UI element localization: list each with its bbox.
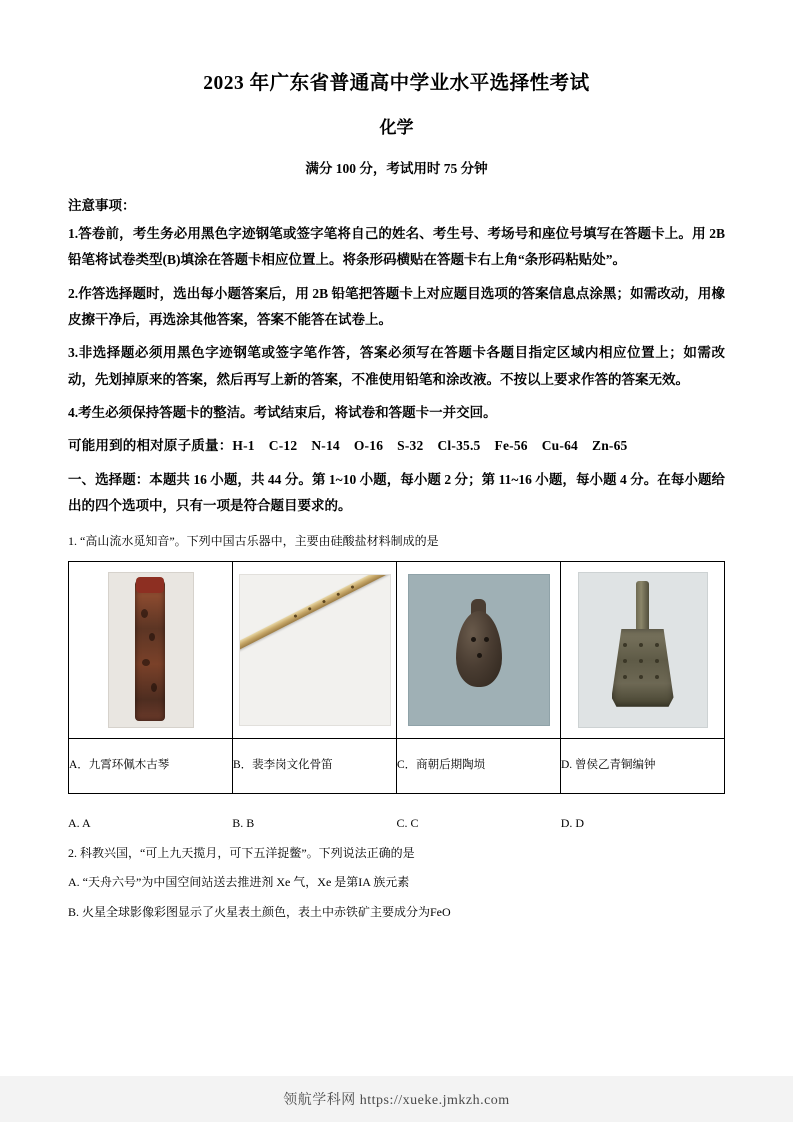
pottery-xun-photo — [397, 562, 560, 738]
mass-n: N-14 — [311, 438, 340, 454]
question-2-option-a: A. “天舟六号”为中国空间站送去推进剂 Xe 气，Xe 是第IA 族元素 — [68, 875, 410, 890]
relative-mass-label: 可能用到的相对原子质量： — [68, 438, 233, 454]
option-a-image-cell — [69, 561, 233, 738]
question-2-stem: 2. 科教兴国，“可上九天揽月，可下五洋捉鳖”。下列说法正确的是 — [68, 845, 415, 860]
answer-option-a: A. A — [68, 815, 91, 830]
option-c-label-cell: C．商朝后期陶埙 — [397, 738, 561, 793]
question-1-answer-options — [68, 816, 725, 831]
mass-fe: Fe-56 — [494, 438, 528, 454]
option-b-label-cell: B．裴李岗文化骨笛 — [233, 738, 397, 793]
relative-atomic-mass-line — [68, 433, 725, 459]
answer-option-d: D. D — [560, 815, 585, 830]
option-c-image-cell — [397, 561, 561, 738]
mass-cu: Cu-64 — [541, 438, 578, 454]
mass-c: C-12 — [268, 438, 298, 454]
page-title: 2023 年广东省普通高中学业水平选择性考试 — [203, 73, 590, 94]
notice-item-3: 3.非选择题必须用黑色字迹钢笔或签字笔作答，答案必须写在答题卡各题目指定区域内相应位置上；如需改动，先划掉原来的答案，然后再写上新的答案，不准使用铅笔和涂改液。不按以上要求作答的答案无效。 — [68, 345, 725, 387]
mass-h: H-1 — [232, 438, 255, 454]
question-1-stem: 1. “高山流水觅知音”。下列中国古乐器中，主要由硅酸盐材料制成的是 — [68, 534, 439, 549]
mass-s: S-32 — [397, 438, 424, 454]
bone-flute-photo — [233, 562, 396, 738]
notice-item-1: 1.答卷前，考生务必用黑色字迹钢笔或签字笔将自己的姓名、考生号、考场号和座位号填写在答题卡上。用 2B 铅笔将试卷类型(B)填涂在答题卡相应位置上。将条形码横贴在答题卡右上角“条形码粘贴处”。 — [68, 226, 725, 268]
score-duration-line: 满分 100 分，考试用时 75 分钟 — [305, 161, 488, 176]
notice-item-4: 4.考生必须保持答题卡的整洁。考试结束后，将试卷和答题卡一并交回。 — [68, 404, 497, 420]
footer-watermark — [0, 1076, 793, 1122]
table-row-labels — [69, 738, 725, 793]
option-b-image-cell — [233, 561, 397, 738]
answer-option-c: C. C — [396, 815, 419, 830]
answer-option-b: B. B — [232, 815, 255, 830]
section-one-instructions: 一、选择题：本题共 16 小题，共 44 分。第 1~10 小题，每小题 2 分；第 11~16 小题，每小题 4 分。在每小题给出的四个选项中，只有一项是符合题目要求的。 — [68, 471, 725, 513]
subject-title: 化学 — [379, 118, 414, 137]
watermark-text: 领航学科网 https://xueke.jmkzh.com — [283, 1093, 510, 1108]
question-2-option-b: B. 火星全球影像彩图显示了火星表土颜色，表土中赤铁矿主要成分为FeO — [68, 904, 451, 919]
option-d-image-cell — [561, 561, 725, 738]
mass-o: O-16 — [353, 438, 384, 454]
question-1-options-table — [68, 561, 725, 794]
option-a-label-cell: A．九霄环佩木古琴 — [69, 738, 233, 793]
painted-wooden-guqin-photo — [69, 562, 232, 738]
mass-zn: Zn-65 — [592, 438, 628, 454]
notice-heading: 注意事项： — [68, 198, 136, 213]
mass-cl: Cl-35.5 — [437, 438, 481, 454]
option-d-label-cell: D. 曾侯乙青铜编钟 — [561, 738, 725, 793]
bronze-bell-photo — [561, 562, 724, 738]
notice-item-2: 2.作答选择题时，选出每小题答案后，用 2B 铅笔把答题卡上对应题目选项的答案信息点涂黑；如需改动，用橡皮擦干净后，再选涂其他答案，答案不能答在试卷上。 — [68, 285, 725, 327]
table-row-images — [69, 561, 725, 738]
